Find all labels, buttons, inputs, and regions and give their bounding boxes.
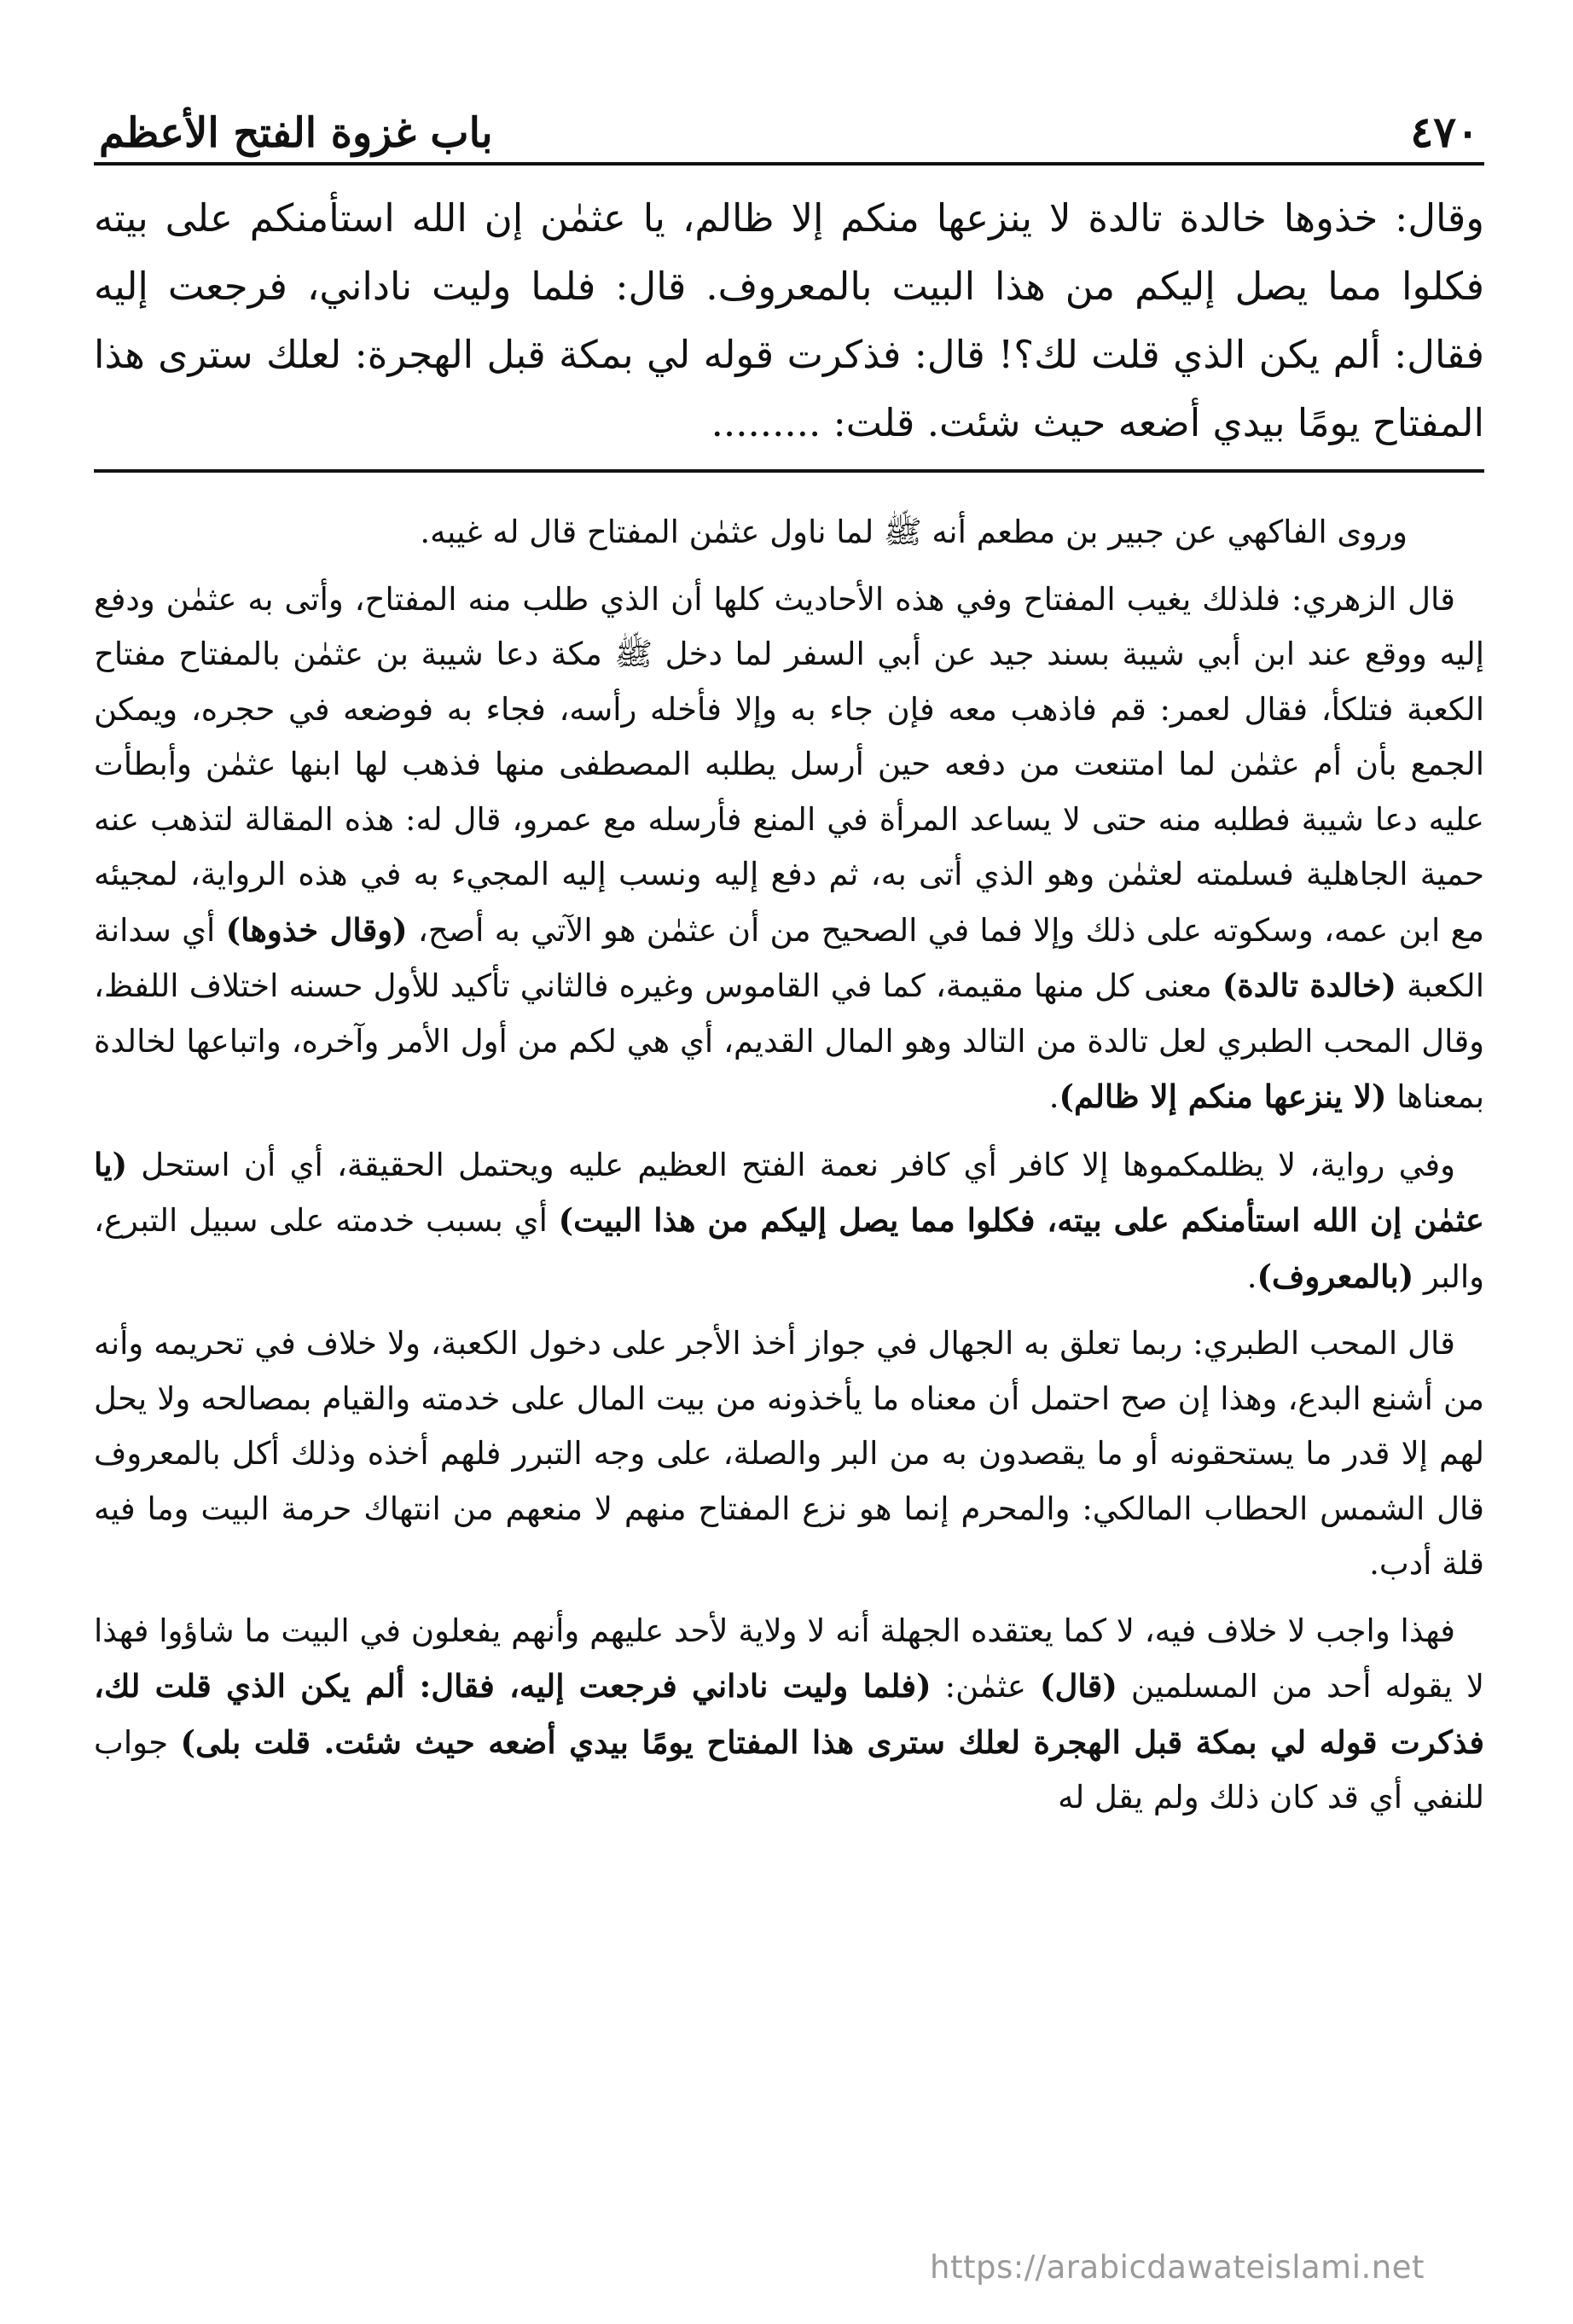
hadith-text-body: وقال: خذوها خالدة تالدة لا ينزعها منكم إلا ظالم، يا عثمٰن إن الله استأمنكم على بيته فكلوا مما يصل إليكم من هذا البيت بالمعروف. قال: فلما وليت ناداني، فرجعت إليه فقال: ألم يكن الذي قلت لك؟! قال: فذكرت قوله لي بمكة قبل الهجرة: لعلك سترى هذا المفتاح يومًا بيدي أضعه حيث شئت. قلت: ......... — [94, 195, 1484, 445]
quoted-hadith-phrase: (يا عثمٰن إن الله استأمنكم على بيته، فكلوا مما يصل إليكم من هذا البيت) — [94, 1145, 1484, 1239]
hadith-text — [94, 184, 1484, 473]
commentary-text: أي بسبب خدمته على سبيل التبرع، والبر — [94, 1202, 1484, 1295]
commentary-text: فهذا واجب لا خلاف فيه، لا كما يعتقده الجهلة أنه لا ولاية لأحد عليهم وأنهم يفعلون في البيت ما شاؤوا فهذا لا يقوله أحد من المسلمين — [94, 1612, 1484, 1705]
commentary-text: . — [1048, 1078, 1059, 1115]
quoted-hadith-phrase: (فلما وليت ناداني فرجعت إليه، فقال: ألم يكن الذي قلت لك، فذكرت قوله لي بمكة قبل الهجرة لعلك سترى هذا المفتاح يومًا بيدي أضعه حيث شئت. قلت بلى) — [94, 1667, 1485, 1761]
commentary-text: أي سدانة الكعبة — [94, 911, 1484, 1004]
quoted-hadith-phrase: (وقال خذوها) — [225, 910, 408, 949]
site-watermark: https://arabicdawateislami.net — [930, 2249, 1425, 2286]
commentary-text: قال الزهري: فلذلك يغيب المفتاح وفي هذه الأحاديث كلها أن الذي طلب منه المفتاح، وأتى به عثمٰن ودفع إليه ووقع عند ابن أبي شيبة بسند جيد عن أبي السفر لما دخل ﷺ مكة دعا شيبة بن عثمٰن بالمفتاح مفتاح الكعبة فتلكأ، فقال لعمر: قم فاذهب معه فإن جاء به وإلا فأخله رأسه، فجاء به فوضعه في حجره، ويمكن الجمع بأن أم عثمٰن لما امتنعت من دفعه حين أرسل يطلبه المصطفى منها فذهب لها ابنها عثمٰن وأبطأت عليه دعا شيبة فطلبه منه حتى لا يساعد المرأة في المنع فأرسله مع عمرو، قال له: هذه المقالة لتذهب عنه حمية الجاهلية فسلمته لعثمٰن وهو الذي أتى به، ثم دفع إليه ونسب إليه المجيء به في هذه الرواية، لمجيئه مع ابن عمه، وسكوته على ذلك وإلا فما في الصحيح من أن عثمٰن هو الآتي به أصح، — [94, 580, 1484, 949]
commentary-paragraph-3 — [94, 1137, 1484, 1305]
commentary-paragraph-4: قال المحب الطبري: ربما تعلق به الجهال في جواز أخذ الأجر على دخول الكعبة، ولا خلاف في تحريمه وأنه من أشنع البدع، وهذا إن صح احتمل أن معناه ما يأخذونه من بيت المال على خدمته والقيام بمصالحه ولا يحل لهم إلا قدر ما يستحقونه أو ما يقصدون به من البر والصلة، على وجه التبرر فلهم أخذه وذلك أكل بالمعروف قال الشمس الحطاب المالكي: والمحرم إنما هو نزع المفتاح منهم لا منعهم من انتهاك حرمة البيت وما فيه قلة أدب. — [94, 1325, 1484, 1582]
quoted-hadith-phrase: (بالمعروف) — [1257, 1257, 1414, 1295]
quoted-hadith-phrase: (خالدة تالدة) — [1222, 967, 1397, 1004]
commentary-text: جواب للنفي أي قد كان ذلك ولم يقل له — [94, 1723, 1484, 1816]
page-number: ٤٧٠ — [1410, 107, 1479, 157]
page-header — [94, 85, 1484, 166]
commentary-paragraph-1: وروى الفاكهي عن جبير بن مطعم أنه ﷺ لما ناول عثمٰن المفتاح قال له غيبه. — [420, 514, 1408, 550]
commentary-paragraph-2 — [94, 572, 1484, 1125]
commentary — [94, 505, 1484, 1826]
commentary-paragraph-5 — [94, 1604, 1484, 1826]
commentary-text: . — [1246, 1258, 1257, 1295]
chapter-title: باب غزوة الفتح الأعظم — [99, 109, 493, 157]
commentary-text: معنى كل منها مقيمة، كما في القاموس وغيره فالثاني تأكيد للأول حسنه اختلاف اللفظ، وقال المحب الطبري لعل تالدة من التالد وهو المال القديم، أي هي لكم من أول الأمر وآخره، واتباعها لخالدة بمعناها — [94, 967, 1484, 1115]
commentary-text: عثمٰن: — [931, 1668, 1040, 1705]
quoted-hadith-phrase: (لا ينزعها منكم إلا ظالم) — [1059, 1078, 1387, 1115]
commentary-text: وفي رواية، لا يظلمكموها إلا كافر أي كافر نعمة الفتح العظيم عليه ويحتمل الحقيقة، أي أن استحل — [127, 1146, 1455, 1183]
quoted-hadith-phrase: (قال) — [1039, 1667, 1117, 1705]
book-page — [94, 85, 1484, 2269]
